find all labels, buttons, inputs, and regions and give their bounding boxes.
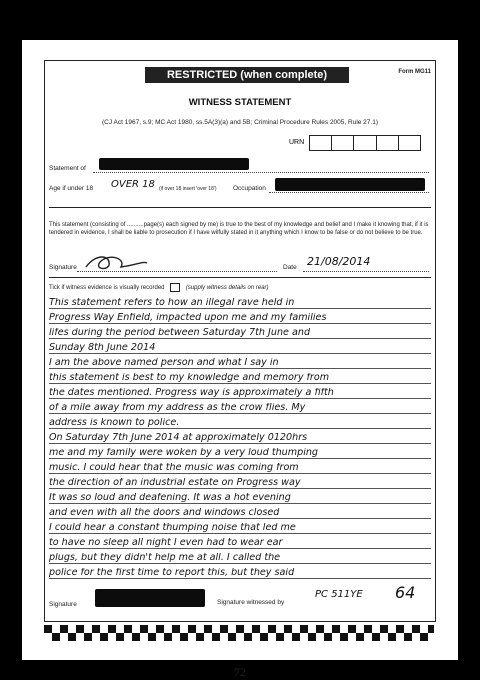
visual-record-checkbox[interactable] <box>170 283 180 292</box>
statement-line: On Saturday 7th June 2014 at approximately 0120hrs <box>49 433 308 443</box>
signature-scribble <box>81 251 151 273</box>
ruled-line <box>49 473 431 474</box>
tick-label: Tick if witness evidence is visually recorded <box>49 285 165 292</box>
redacted-signature <box>95 589 205 607</box>
age-label: Age if under 18 <box>49 185 94 192</box>
occupation-label: Occupation <box>233 185 266 192</box>
statement-line: this statement is best to my knowledge and memory from <box>49 373 330 383</box>
urn-field[interactable] <box>309 135 421 151</box>
ruled-line <box>49 323 431 324</box>
statement-line: and even with all the doors and windows closed <box>49 508 280 518</box>
redacted-occupation <box>275 178 425 191</box>
ruled-line <box>49 413 431 414</box>
urn-label: URN <box>289 139 305 146</box>
footer-signature-label: Signature <box>49 601 77 608</box>
page-number: 72 <box>234 665 246 679</box>
ruled-line <box>49 338 431 339</box>
statement-line: lifes during the period between Saturday 7th June and <box>49 328 311 338</box>
page-count: 64 <box>395 583 416 602</box>
ruled-line <box>49 443 431 444</box>
date-label: Date <box>283 264 297 271</box>
statement-line: I could hear a constant thumping noise that led me <box>49 523 296 533</box>
ruled-line <box>49 563 431 564</box>
document-page <box>22 40 458 679</box>
tick-hint: (supply witness details on rear) <box>185 285 269 292</box>
statement-line: to have no sleep all night I even had to wear ear <box>49 538 283 548</box>
statement-body <box>49 293 431 583</box>
statement-line: plugs, but they didn't help me at all. I called the <box>49 553 281 563</box>
date-value: 21/08/2014 <box>307 255 371 268</box>
form-title: WITNESS STATEMENT <box>188 97 292 108</box>
occupation-line <box>269 192 429 193</box>
ruled-line <box>49 458 431 459</box>
statement-line: the direction of an industrial estate on Progress way <box>49 478 301 488</box>
ruled-line <box>49 533 431 534</box>
witness-statement-form <box>44 60 436 622</box>
statement-line: police for the first time to report this, but they said <box>49 568 295 578</box>
statement-line: I am the above named person and what I say in <box>49 358 279 368</box>
legislation-reference: (CJ Act 1967, s.9; MC Act 1980, ss.5A(3)(a) and 5B; Criminal Procedure Rules 2005, Rule 27.1) <box>101 119 379 126</box>
witnessed-label: Signature witnessed by <box>217 599 285 606</box>
signature-line <box>77 271 277 272</box>
statement-line: of a mile away from my address as the crow flies. My <box>49 403 306 413</box>
form-number: Form MG11 <box>398 69 431 75</box>
restricted-banner: RESTRICTED (when complete) <box>145 67 349 83</box>
signature-label: Signature <box>49 264 77 271</box>
age-value: OVER 18 <box>111 179 155 190</box>
checkered-border <box>44 625 434 641</box>
statement-line: This statement refers to how an illegal rave held in <box>49 298 295 308</box>
ruled-line <box>49 398 431 399</box>
age-hint: (if over 18 insert 'over 18') <box>159 186 217 192</box>
statement-line: address is known to police. <box>49 418 180 428</box>
ruled-line <box>49 578 431 579</box>
visual-record-row <box>49 283 269 292</box>
statement-line: Progress Way Enfield, impacted upon me and my families <box>49 313 327 323</box>
ruled-line <box>49 428 431 429</box>
ruled-line <box>49 548 431 549</box>
ruled-line <box>49 368 431 369</box>
statement-of-line <box>93 172 429 173</box>
redacted-name <box>99 158 249 170</box>
ruled-line <box>49 308 431 309</box>
ruled-line <box>49 503 431 504</box>
statement-line: It was so loud and deafening. It was a hot evening <box>49 493 291 503</box>
ruled-line <box>49 353 431 354</box>
witness-signature: PC 511YE <box>315 589 363 600</box>
ruled-line <box>49 518 431 519</box>
statement-line: me and my family were woken by a very loud thumping <box>49 448 319 458</box>
statement-line: the dates mentioned. Progress way is approximately a fifth <box>49 388 334 398</box>
statement-line: music. I could hear that the music was coming from <box>49 463 299 473</box>
divider <box>49 277 431 278</box>
date-line <box>303 271 429 272</box>
divider <box>49 207 431 208</box>
declaration-text: This statement (consisting of ..........page(s) each signed by me) is true to the best of my knowledge and belief and I make it knowing that, if it is tendered in evidence, I shall be liable to prosecution if I have wilfully stated in it anything which I know to be false or do not believe to be true. <box>49 222 429 236</box>
ruled-line <box>49 488 431 489</box>
statement-line: Sunday 8th June 2014 <box>49 343 156 353</box>
ruled-line <box>49 383 431 384</box>
statement-of-label: Statement of <box>49 165 86 172</box>
